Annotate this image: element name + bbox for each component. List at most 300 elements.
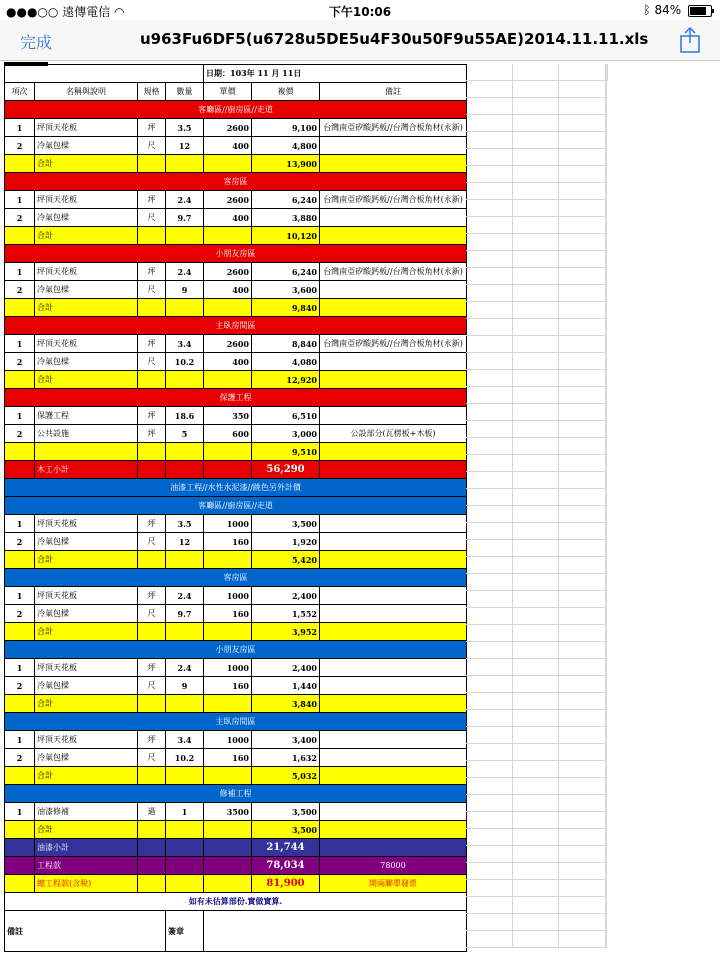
section-title[interactable]: 客房區 <box>5 569 467 587</box>
item-qty[interactable]: 9.7 <box>166 209 204 227</box>
empty-row[interactable] <box>466 727 607 744</box>
empty-row[interactable] <box>466 557 607 574</box>
total-blank[interactable] <box>320 155 467 173</box>
empty-row[interactable] <box>466 98 607 115</box>
empty-row[interactable] <box>466 200 607 217</box>
item-note[interactable] <box>320 407 467 425</box>
total-blank[interactable] <box>138 371 166 389</box>
total-blank[interactable] <box>138 443 166 461</box>
item-amount[interactable]: 6,510 <box>252 407 320 425</box>
blank[interactable] <box>204 461 252 479</box>
empty-row[interactable] <box>466 166 607 183</box>
item-amount[interactable]: 2,400 <box>252 587 320 605</box>
item-no[interactable]: 2 <box>5 137 35 155</box>
item-amount[interactable]: 3,880 <box>252 209 320 227</box>
item-no[interactable]: 1 <box>5 407 35 425</box>
item-unit[interactable]: 坪 <box>138 515 166 533</box>
total-blank[interactable] <box>166 155 204 173</box>
empty-row[interactable] <box>466 438 607 455</box>
item-unit[interactable]: 尺 <box>138 209 166 227</box>
total-blank[interactable] <box>5 695 35 713</box>
item-name[interactable]: 坪頂天花板 <box>35 263 138 281</box>
column-header[interactable]: 單價 <box>204 83 252 101</box>
total-blank[interactable] <box>5 551 35 569</box>
total-blank[interactable] <box>5 443 35 461</box>
total-blank[interactable] <box>204 821 252 839</box>
item-note[interactable]: 台灣南亞矽酸鈣板//台灣合板角材(永新) <box>320 263 467 281</box>
item-note[interactable]: 公設部分(瓦楞板+木板) <box>320 425 467 443</box>
total-blank[interactable] <box>138 227 166 245</box>
subtotal-label[interactable]: 工程款 <box>35 857 138 875</box>
item-qty[interactable]: 12 <box>166 137 204 155</box>
item-name[interactable]: 坪頂天花板 <box>35 335 138 353</box>
empty-row[interactable] <box>466 489 607 506</box>
item-no[interactable]: 2 <box>5 209 35 227</box>
item-name[interactable]: 保護工程 <box>35 407 138 425</box>
empty-row[interactable] <box>466 540 607 557</box>
item-no[interactable]: 1 <box>5 731 35 749</box>
empty-row[interactable] <box>466 931 607 948</box>
total-value[interactable]: 3,500 <box>252 821 320 839</box>
column-header[interactable]: 備註 <box>320 83 467 101</box>
total-blank[interactable] <box>166 821 204 839</box>
item-no[interactable]: 1 <box>5 335 35 353</box>
blank[interactable] <box>5 839 35 857</box>
subtotal-label[interactable]: 油漆小計 <box>35 839 138 857</box>
total-blank[interactable] <box>5 227 35 245</box>
item-unit[interactable]: 尺 <box>138 749 166 767</box>
item-price[interactable]: 2600 <box>204 191 252 209</box>
item-note[interactable] <box>320 731 467 749</box>
item-unit[interactable]: 尺 <box>138 281 166 299</box>
item-name[interactable]: 冷氣包樑 <box>35 533 138 551</box>
item-name[interactable]: 公共設施 <box>35 425 138 443</box>
item-unit[interactable]: 坪 <box>138 263 166 281</box>
total-label[interactable] <box>35 443 138 461</box>
item-amount[interactable]: 1,552 <box>252 605 320 623</box>
spreadsheet[interactable] <box>4 64 608 960</box>
total-label[interactable]: 合計 <box>35 155 138 173</box>
item-amount[interactable]: 8,840 <box>252 335 320 353</box>
share-icon[interactable] <box>678 26 702 54</box>
total-blank[interactable] <box>166 299 204 317</box>
total-blank[interactable] <box>204 767 252 785</box>
item-qty[interactable]: 2.4 <box>166 659 204 677</box>
empty-row[interactable] <box>466 744 607 761</box>
item-no[interactable]: 2 <box>5 533 35 551</box>
item-note[interactable] <box>320 533 467 551</box>
notice-text[interactable]: 如有未估算部份.實做實算. <box>5 893 467 911</box>
empty-row[interactable] <box>466 795 607 812</box>
empty-row[interactable] <box>466 234 607 251</box>
item-no[interactable]: 1 <box>5 515 35 533</box>
empty-row[interactable] <box>466 659 607 676</box>
total-blank[interactable] <box>166 623 204 641</box>
blank[interactable] <box>166 875 204 893</box>
total-blank[interactable] <box>5 623 35 641</box>
empty-row[interactable] <box>466 149 607 166</box>
item-price[interactable]: 400 <box>204 137 252 155</box>
total-blank[interactable] <box>204 371 252 389</box>
section-title[interactable]: 小朋友房區 <box>5 245 467 263</box>
empty-row[interactable] <box>466 387 607 404</box>
total-blank[interactable] <box>138 695 166 713</box>
item-unit[interactable]: 坪 <box>138 731 166 749</box>
item-qty[interactable]: 10.2 <box>166 353 204 371</box>
total-label[interactable]: 合計 <box>35 767 138 785</box>
item-price[interactable]: 1000 <box>204 659 252 677</box>
total-label[interactable]: 合計 <box>35 551 138 569</box>
total-blank[interactable] <box>138 623 166 641</box>
blank[interactable] <box>166 839 204 857</box>
item-price[interactable]: 160 <box>204 749 252 767</box>
empty-row[interactable] <box>466 472 607 489</box>
item-note[interactable] <box>320 677 467 695</box>
column-header[interactable]: 名稱與說明 <box>35 83 138 101</box>
item-qty[interactable]: 2.4 <box>166 191 204 209</box>
item-price[interactable]: 160 <box>204 605 252 623</box>
item-qty[interactable]: 2.4 <box>166 263 204 281</box>
empty-row[interactable] <box>466 625 607 642</box>
item-no[interactable]: 2 <box>5 605 35 623</box>
total-value[interactable]: 5,032 <box>252 767 320 785</box>
total-blank[interactable] <box>166 551 204 569</box>
total-label[interactable]: 合計 <box>35 371 138 389</box>
item-unit[interactable]: 坪 <box>138 425 166 443</box>
total-blank[interactable] <box>138 767 166 785</box>
item-qty[interactable]: 2.4 <box>166 587 204 605</box>
item-note[interactable] <box>320 515 467 533</box>
blank[interactable] <box>5 875 35 893</box>
item-price[interactable]: 350 <box>204 407 252 425</box>
total-value[interactable]: 3,952 <box>252 623 320 641</box>
item-name[interactable]: 坪頂天花板 <box>35 191 138 209</box>
item-qty[interactable]: 12 <box>166 533 204 551</box>
total-value[interactable]: 3,840 <box>252 695 320 713</box>
total-value[interactable]: 13,900 <box>252 155 320 173</box>
total-blank[interactable] <box>204 155 252 173</box>
item-amount[interactable]: 3,500 <box>252 515 320 533</box>
empty-row[interactable] <box>466 642 607 659</box>
total-blank[interactable] <box>320 371 467 389</box>
blank[interactable] <box>204 875 252 893</box>
total-blank[interactable] <box>166 443 204 461</box>
empty-row[interactable] <box>466 897 607 914</box>
blank[interactable] <box>5 857 35 875</box>
empty-row[interactable] <box>466 812 607 829</box>
empty-row[interactable] <box>466 132 607 149</box>
blank[interactable] <box>138 875 166 893</box>
item-name[interactable]: 坪頂天花板 <box>35 119 138 137</box>
total-blank[interactable] <box>138 551 166 569</box>
total-blank[interactable] <box>320 767 467 785</box>
subtotal-value[interactable]: 78,034 <box>252 857 320 875</box>
empty-row[interactable] <box>466 370 607 387</box>
blank[interactable] <box>138 461 166 479</box>
total-blank[interactable] <box>138 821 166 839</box>
total-blank[interactable] <box>204 299 252 317</box>
blank[interactable] <box>138 857 166 875</box>
column-header[interactable]: 規格 <box>138 83 166 101</box>
item-qty[interactable]: 3.5 <box>166 119 204 137</box>
item-price[interactable]: 2600 <box>204 119 252 137</box>
item-no[interactable]: 1 <box>5 659 35 677</box>
total-blank[interactable] <box>166 371 204 389</box>
empty-row[interactable] <box>466 217 607 234</box>
total-label[interactable]: 合計 <box>35 623 138 641</box>
item-note[interactable] <box>320 749 467 767</box>
item-name[interactable]: 冷氣包樑 <box>35 281 138 299</box>
item-amount[interactable]: 3,000 <box>252 425 320 443</box>
total-blank[interactable] <box>204 623 252 641</box>
empty-row[interactable] <box>466 455 607 472</box>
item-note[interactable] <box>320 659 467 677</box>
item-qty[interactable]: 5 <box>166 425 204 443</box>
total-blank[interactable] <box>138 299 166 317</box>
item-no[interactable]: 1 <box>5 803 35 821</box>
empty-row[interactable] <box>466 880 607 897</box>
item-note[interactable] <box>320 605 467 623</box>
item-qty[interactable]: 9 <box>166 281 204 299</box>
item-qty[interactable]: 10.2 <box>166 749 204 767</box>
grand-total-label[interactable]: 總工程款(含稅) <box>35 875 138 893</box>
empty-row[interactable] <box>466 319 607 336</box>
item-price[interactable]: 3500 <box>204 803 252 821</box>
item-note[interactable]: 台灣南亞矽酸鈣板//台灣合板角材(永新) <box>320 191 467 209</box>
total-blank[interactable] <box>5 299 35 317</box>
total-label[interactable]: 合計 <box>35 695 138 713</box>
item-price[interactable]: 160 <box>204 677 252 695</box>
item-note[interactable]: 台灣南亞矽酸鈣板//台灣合板角材(永新) <box>320 335 467 353</box>
total-blank[interactable] <box>320 443 467 461</box>
item-unit[interactable]: 尺 <box>138 677 166 695</box>
total-value[interactable]: 9,510 <box>252 443 320 461</box>
total-blank[interactable] <box>320 695 467 713</box>
empty-row[interactable] <box>466 336 607 353</box>
total-blank[interactable] <box>166 227 204 245</box>
total-blank[interactable] <box>166 767 204 785</box>
item-unit[interactable]: 坪 <box>138 191 166 209</box>
item-note[interactable] <box>320 803 467 821</box>
section-title[interactable]: 油漆工程//水性水泥漆//跳色另外計價 <box>5 479 467 497</box>
blank[interactable] <box>138 839 166 857</box>
empty-row[interactable] <box>466 710 607 727</box>
empty-row[interactable] <box>466 863 607 880</box>
item-no[interactable]: 2 <box>5 677 35 695</box>
section-title[interactable]: 客房區 <box>5 173 467 191</box>
item-price[interactable]: 400 <box>204 209 252 227</box>
item-qty[interactable]: 9 <box>166 677 204 695</box>
empty-row[interactable] <box>466 778 607 795</box>
section-title[interactable]: 主臥房間區 <box>5 713 467 731</box>
item-unit[interactable]: 尺 <box>138 605 166 623</box>
empty-row[interactable] <box>466 183 607 200</box>
item-note[interactable] <box>320 137 467 155</box>
item-unit[interactable]: 坪 <box>138 587 166 605</box>
item-no[interactable]: 2 <box>5 749 35 767</box>
item-qty[interactable]: 9.7 <box>166 605 204 623</box>
item-name[interactable]: 冷氣包樑 <box>35 209 138 227</box>
total-blank[interactable] <box>320 623 467 641</box>
empty-row[interactable] <box>466 115 607 132</box>
item-unit[interactable]: 坪 <box>138 659 166 677</box>
blank[interactable] <box>166 857 204 875</box>
empty-row[interactable] <box>466 829 607 846</box>
item-no[interactable]: 1 <box>5 587 35 605</box>
item-name[interactable]: 坪頂天花板 <box>35 587 138 605</box>
item-name[interactable]: 冷氣包樑 <box>35 137 138 155</box>
item-name[interactable]: 油漆修補 <box>35 803 138 821</box>
item-name[interactable]: 坪頂天花板 <box>35 515 138 533</box>
total-blank[interactable] <box>5 767 35 785</box>
item-name[interactable]: 坪頂天花板 <box>35 659 138 677</box>
item-price[interactable]: 400 <box>204 281 252 299</box>
item-no[interactable]: 2 <box>5 353 35 371</box>
date-spacer[interactable] <box>5 65 204 83</box>
item-qty[interactable]: 3.4 <box>166 731 204 749</box>
sign-label[interactable]: 簽章 <box>166 911 204 952</box>
total-blank[interactable] <box>204 227 252 245</box>
item-amount[interactable]: 6,240 <box>252 191 320 209</box>
section-title[interactable]: 客廳區//廚房區//走道 <box>5 101 467 119</box>
subtotal-value[interactable]: 21,744 <box>252 839 320 857</box>
item-unit[interactable]: 尺 <box>138 137 166 155</box>
total-blank[interactable] <box>166 695 204 713</box>
empty-row[interactable] <box>466 591 607 608</box>
item-qty[interactable]: 18.6 <box>166 407 204 425</box>
sign-area[interactable] <box>204 911 467 952</box>
item-amount[interactable]: 1,920 <box>252 533 320 551</box>
item-name[interactable]: 冷氣包樑 <box>35 353 138 371</box>
empty-row[interactable] <box>466 251 607 268</box>
empty-row[interactable] <box>466 608 607 625</box>
item-unit[interactable]: 尺 <box>138 533 166 551</box>
blank[interactable] <box>204 857 252 875</box>
total-label[interactable]: 合計 <box>35 227 138 245</box>
item-price[interactable]: 2600 <box>204 335 252 353</box>
item-no[interactable]: 2 <box>5 425 35 443</box>
item-qty[interactable]: 3.4 <box>166 335 204 353</box>
item-name[interactable]: 冷氣包樑 <box>35 605 138 623</box>
empty-row[interactable] <box>466 914 607 931</box>
item-unit[interactable]: 坪 <box>138 119 166 137</box>
empty-row[interactable] <box>466 81 607 98</box>
date-cell[interactable]: 日期：103年 11 月 11日 <box>204 65 467 83</box>
blank[interactable] <box>5 461 35 479</box>
total-blank[interactable] <box>320 551 467 569</box>
empty-row[interactable] <box>466 693 607 710</box>
empty-row[interactable] <box>466 285 607 302</box>
section-title[interactable]: 修補工程 <box>5 785 467 803</box>
item-name[interactable]: 冷氣包樑 <box>35 749 138 767</box>
item-note[interactable] <box>320 353 467 371</box>
item-qty[interactable]: 1 <box>166 803 204 821</box>
item-unit[interactable]: 尺 <box>138 353 166 371</box>
blank[interactable] <box>204 839 252 857</box>
empty-row[interactable] <box>466 761 607 778</box>
item-price[interactable]: 1000 <box>204 515 252 533</box>
total-blank[interactable] <box>320 299 467 317</box>
total-blank[interactable] <box>320 821 467 839</box>
item-no[interactable]: 1 <box>5 119 35 137</box>
item-no[interactable]: 1 <box>5 263 35 281</box>
total-blank[interactable] <box>5 155 35 173</box>
subtotal-label[interactable]: 木工小計 <box>35 461 138 479</box>
done-button[interactable]: 完成 <box>20 33 53 52</box>
item-amount[interactable]: 3,500 <box>252 803 320 821</box>
subtotal-note[interactable] <box>320 461 467 479</box>
item-no[interactable]: 1 <box>5 191 35 209</box>
subtotal-note[interactable] <box>320 839 467 857</box>
empty-row[interactable] <box>466 421 607 438</box>
item-price[interactable]: 2600 <box>204 263 252 281</box>
item-qty[interactable]: 3.5 <box>166 515 204 533</box>
total-blank[interactable] <box>204 443 252 461</box>
item-unit[interactable]: 坪 <box>138 407 166 425</box>
item-no[interactable]: 2 <box>5 281 35 299</box>
total-blank[interactable] <box>138 155 166 173</box>
empty-row[interactable] <box>466 404 607 421</box>
item-amount[interactable]: 3,400 <box>252 731 320 749</box>
item-name[interactable]: 冷氣包樑 <box>35 677 138 695</box>
item-unit[interactable]: 過 <box>138 803 166 821</box>
item-note[interactable] <box>320 281 467 299</box>
section-title[interactable]: 保護工程 <box>5 389 467 407</box>
item-price[interactable]: 1000 <box>204 731 252 749</box>
section-title[interactable]: 主臥房間區 <box>5 317 467 335</box>
item-amount[interactable]: 3,600 <box>252 281 320 299</box>
total-blank[interactable] <box>320 227 467 245</box>
total-value[interactable]: 10,120 <box>252 227 320 245</box>
total-value[interactable]: 9,840 <box>252 299 320 317</box>
total-blank[interactable] <box>5 371 35 389</box>
total-value[interactable]: 5,420 <box>252 551 320 569</box>
empty-row[interactable] <box>466 302 607 319</box>
item-note[interactable] <box>320 209 467 227</box>
grand-total-note[interactable]: 開兩聯單發票 <box>320 875 467 893</box>
item-amount[interactable]: 2,400 <box>252 659 320 677</box>
column-header[interactable]: 複價 <box>252 83 320 101</box>
column-header[interactable]: 項次 <box>5 83 35 101</box>
item-amount[interactable]: 1,440 <box>252 677 320 695</box>
item-amount[interactable]: 6,240 <box>252 263 320 281</box>
item-name[interactable]: 坪頂天花板 <box>35 731 138 749</box>
empty-row[interactable] <box>466 64 607 81</box>
item-amount[interactable]: 4,800 <box>252 137 320 155</box>
item-amount[interactable]: 4,080 <box>252 353 320 371</box>
empty-row[interactable] <box>466 268 607 285</box>
item-price[interactable]: 160 <box>204 533 252 551</box>
total-blank[interactable] <box>204 551 252 569</box>
empty-row[interactable] <box>466 574 607 591</box>
item-note[interactable]: 台灣南亞矽酸鈣板//台灣合板角材(永新) <box>320 119 467 137</box>
total-blank[interactable] <box>5 821 35 839</box>
subtotal-value[interactable]: 56,290 <box>252 461 320 479</box>
total-label[interactable]: 合計 <box>35 821 138 839</box>
empty-row[interactable] <box>466 676 607 693</box>
empty-row[interactable] <box>466 846 607 863</box>
empty-row[interactable] <box>466 353 607 370</box>
section-title[interactable]: 客廳區//廚房區//走道 <box>5 497 467 515</box>
grand-total-value[interactable]: 81,900 <box>252 875 320 893</box>
item-amount[interactable]: 1,632 <box>252 749 320 767</box>
item-price[interactable]: 600 <box>204 425 252 443</box>
note-label[interactable]: 備註 <box>5 911 166 952</box>
total-label[interactable]: 合計 <box>35 299 138 317</box>
total-blank[interactable] <box>204 695 252 713</box>
column-header[interactable]: 數量 <box>166 83 204 101</box>
item-note[interactable] <box>320 587 467 605</box>
